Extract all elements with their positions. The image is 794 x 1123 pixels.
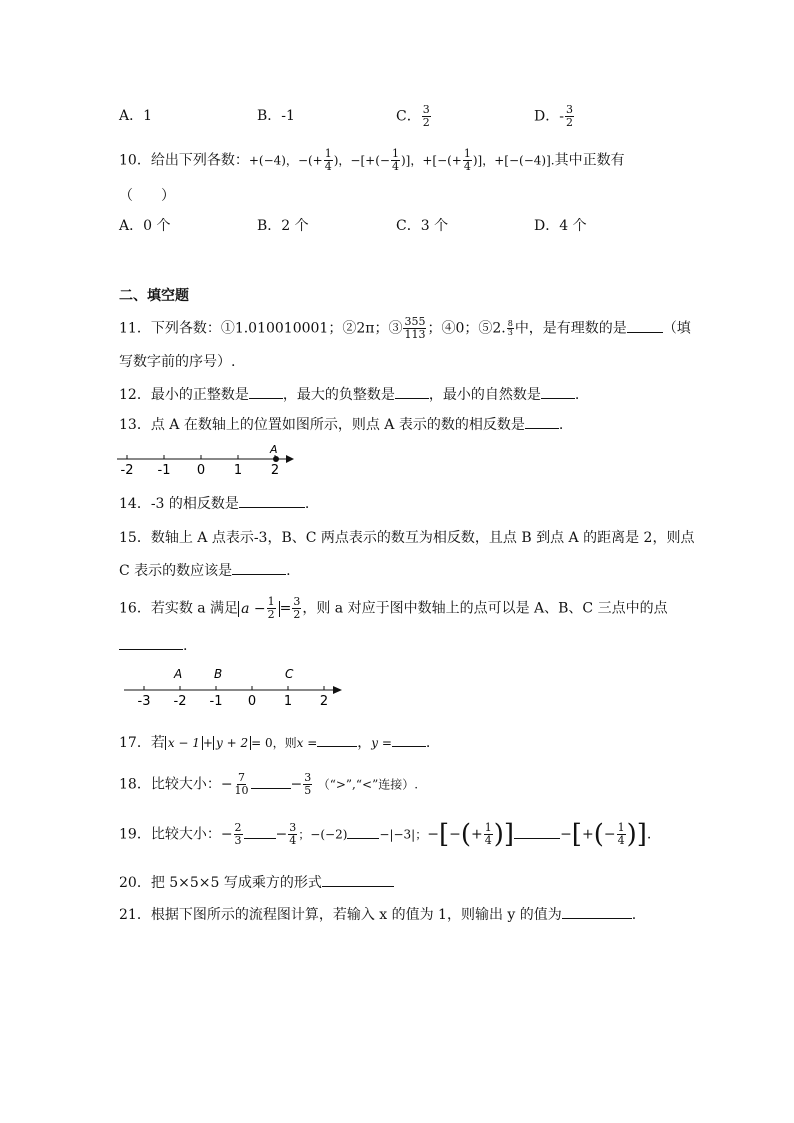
q15-answer-blank[interactable] — [232, 560, 286, 575]
axis-tick-label: 0 — [247, 694, 257, 709]
q19-expr-neg-neg2: ；−(−2) — [298, 827, 348, 842]
axis-tick-label: 2 — [270, 463, 280, 478]
axis-tick-label: -3 — [137, 694, 151, 709]
q11-answer-blank[interactable] — [627, 318, 663, 333]
q16-ticks — [138, 686, 329, 709]
q13-number-line — [112, 438, 302, 478]
q19-e2-paren-open: ( — [593, 819, 604, 850]
q16-suffix: ，则 a 对应于图中数轴上的点可以是 A、B、C 三点中的点 — [302, 600, 668, 617]
denominator: 3 — [507, 328, 513, 337]
q19-blank-1[interactable] — [244, 824, 276, 839]
q12-part4: . — [574, 387, 580, 403]
q10-expr-4-fraction — [463, 148, 472, 173]
q9-option-a: A．1 — [119, 108, 153, 124]
denominator: 5 — [304, 784, 312, 797]
q10-expr-2-pre: −(+ — [297, 153, 323, 168]
q20-stem — [119, 872, 394, 893]
q21-end: . — [631, 907, 637, 923]
q19-e2-bracket-open: [ — [571, 819, 582, 850]
q19-e2-inner-minus: − — [603, 826, 616, 843]
numerator: 3 — [293, 595, 301, 608]
q19-e1-paren-close: ) — [493, 819, 504, 850]
axis-tick-label: -2 — [173, 694, 187, 709]
q15-line2-text: C 表示的数应该是 — [119, 563, 233, 579]
denominator: 3 — [234, 834, 242, 847]
q19-blank-3[interactable] — [514, 824, 560, 839]
q9-option-c — [396, 104, 432, 129]
q13-end: . — [558, 417, 564, 433]
q21-text: 21．根据下图所示的流程图计算，若输入 x 的值为 1，则输出 y 的值为 — [119, 907, 562, 923]
numerator: 1 — [267, 595, 275, 608]
q17-stem — [119, 732, 430, 753]
denominator: 2 — [565, 116, 573, 129]
q14-answer-blank[interactable] — [239, 493, 305, 508]
q13-answer-blank[interactable] — [525, 414, 559, 429]
q11-tail: （填 — [662, 320, 691, 337]
denominator: 10 — [234, 784, 249, 797]
q19-e1-fraction — [484, 822, 493, 847]
numerator: 8 — [507, 319, 513, 328]
denominator: 4 — [391, 160, 399, 173]
numerator: 1 — [463, 147, 471, 160]
q19-end: . — [646, 826, 652, 843]
q9-option-c-prefix: C． — [396, 108, 421, 125]
q16-number-line — [120, 664, 350, 714]
q15-end: . — [286, 563, 291, 579]
q19-stem — [119, 819, 652, 850]
q19-minus: − — [275, 826, 288, 843]
q12-blank-3[interactable] — [541, 384, 575, 399]
q16-rhs-fraction — [292, 596, 301, 621]
q18-fraction-2 — [303, 772, 312, 797]
q19-blank-2[interactable] — [347, 824, 379, 839]
q16-axis-arrow — [333, 686, 342, 694]
q13-axis-arrow — [286, 455, 294, 463]
q10-stem — [119, 148, 625, 173]
q10-expr-3-fraction — [391, 148, 400, 173]
q17-abs-1: x − 1 — [165, 736, 203, 750]
q16-answer-blank[interactable] — [119, 635, 183, 650]
numerator: 3 — [422, 103, 430, 116]
numerator: 1 — [617, 821, 625, 834]
denominator: 2 — [422, 116, 430, 129]
q19-prefix: 19．比较大小：− — [119, 826, 233, 843]
numerator: 355 — [404, 315, 426, 328]
q11-mid: ；④0；⑤2. — [427, 320, 506, 337]
q16-point-c-label: C — [285, 667, 294, 681]
q10-option-b: B．2 个 — [257, 218, 309, 234]
q11-line2: 写数字前的序号）. — [119, 354, 236, 370]
q11-prefix: 11．下列各数：①1.010010001；②2π；③ — [119, 320, 403, 337]
axis-tick-label: 0 — [196, 463, 206, 478]
q10-expr-2-post: )， — [333, 153, 351, 168]
q17-y-blank[interactable] — [392, 732, 426, 747]
q14-text: 14．-3 的相反数是 — [119, 496, 239, 512]
q17-equals: = 0，则 — [251, 736, 297, 750]
q17-y-label: y = — [371, 736, 392, 750]
axis-tick-label: -2 — [120, 463, 134, 478]
numerator: 3 — [289, 821, 297, 834]
q19-expr-abs: −|−3|； — [379, 827, 428, 842]
q19-fraction-2 — [288, 822, 297, 847]
q15-line2 — [119, 560, 291, 581]
q21-stem — [119, 904, 636, 925]
denominator: 113 — [404, 328, 426, 341]
denominator: 4 — [324, 160, 332, 173]
q18-stem — [119, 772, 418, 797]
q12-stem — [119, 384, 579, 405]
q12-part2: ，最大的负整数是 — [282, 387, 395, 403]
q16-stem — [119, 596, 668, 621]
q10-option-d: D．4 个 — [534, 218, 587, 234]
q10-expr-4-post: )]， — [472, 153, 495, 168]
q9-option-b: B．-1 — [257, 108, 295, 124]
q12-part3: ，最小的自然数是 — [428, 387, 541, 403]
q16-end: . — [183, 638, 188, 654]
denominator: 4 — [289, 834, 297, 847]
q10-suffix: 其中正数有 — [554, 152, 625, 169]
q9-option-d-prefix: D．- — [534, 108, 564, 125]
numerator: 1 — [391, 147, 399, 160]
q18-answer-blank[interactable] — [251, 774, 291, 789]
axis-tick-label: -1 — [157, 463, 171, 478]
q9-option-d — [534, 104, 575, 129]
q11-stem — [119, 316, 691, 341]
numerator: 3 — [304, 771, 312, 784]
q14-end: . — [304, 496, 310, 512]
q10-expr-3-post: )]， — [400, 153, 423, 168]
q17-prefix: 17．若 — [119, 735, 165, 751]
q12-blank-1[interactable] — [249, 384, 283, 399]
q16-point-a-label: A — [174, 667, 183, 681]
axis-tick-label: -1 — [209, 694, 223, 709]
denominator: 4 — [463, 160, 471, 173]
q16-prefix: 16．若实数 a 满足 — [119, 600, 239, 617]
numerator: 1 — [484, 821, 492, 834]
denominator: 4 — [617, 834, 625, 847]
axis-tick-label: 1 — [233, 463, 243, 478]
q19-e2-paren-close: ) — [626, 819, 637, 850]
q16-abs-fraction — [267, 596, 276, 621]
q17-abs-2: y + 2 — [213, 736, 251, 750]
q20-answer-blank[interactable] — [322, 872, 394, 887]
denominator: 4 — [484, 834, 492, 847]
q13-stem — [119, 414, 563, 435]
q14-stem — [119, 493, 309, 514]
section-title-fill-in: 二、填空题 — [119, 288, 189, 304]
q16-point-b-label: B — [214, 667, 223, 681]
q17-x-blank[interactable] — [317, 732, 357, 747]
q13-point-a — [273, 456, 279, 462]
q13-point-a-label: A — [270, 443, 278, 456]
q17-x-label: x = — [296, 736, 318, 750]
denominator: 2 — [267, 608, 275, 621]
q17-comma: ， — [357, 735, 372, 751]
q21-answer-blank[interactable] — [562, 904, 632, 919]
q19-e2-fraction — [617, 822, 626, 847]
q10-option-c: C．3 个 — [396, 218, 449, 234]
q16-equals: = — [279, 600, 292, 617]
axis-tick-label: 1 — [283, 694, 293, 709]
denominator: 2 — [293, 608, 301, 621]
q18-prefix: 18．比较大小：− — [119, 776, 233, 793]
q11-repeating-fraction — [507, 320, 514, 337]
q17-plus: + — [202, 736, 213, 750]
q19-e1-inner-minus: − — [449, 826, 461, 843]
q10-expr-1: +(−4)， — [248, 153, 298, 168]
q11-suffix: 中，是有理数的是 — [514, 320, 627, 337]
q10-expr-4-pre: +[−(+ — [422, 153, 462, 168]
q9-option-c-fraction — [422, 104, 431, 129]
q12-part1: 12．最小的正整数是 — [119, 387, 249, 403]
q12-blank-2[interactable] — [395, 384, 429, 399]
numerator: 3 — [565, 103, 573, 116]
numerator: 1 — [324, 147, 332, 160]
q15-line1: 15．数轴上 A 点表示-3，B、C 两点表示的数互为相反数，且点 B 到点 A 的距离是 2，则点 — [119, 530, 695, 546]
q19-e2-minus: − — [560, 826, 572, 843]
q10-expr-2-fraction — [324, 148, 333, 173]
numerator: 7 — [238, 771, 246, 784]
q18-minus: − — [290, 776, 303, 793]
q10-paren: （ ） — [119, 188, 175, 204]
q13-text: 13．点 A 在数轴上的位置如图所示，则点 A 表示的数的相反数是 — [119, 417, 525, 433]
q19-e1-bracket-close: ] — [503, 819, 515, 850]
q11-fraction — [403, 316, 426, 341]
q9-option-d-fraction — [565, 104, 574, 129]
q18-suffix: （“>”,“<”连接）. — [317, 777, 419, 792]
q19-e2-bracket-close: ] — [636, 819, 647, 850]
q20-text: 20．把 5×5×5 写成乘方的形式 — [119, 875, 322, 891]
q19-e1-plus: + — [471, 826, 483, 843]
q16-absolute-value — [238, 595, 280, 621]
q19-e2-plus: + — [581, 826, 594, 843]
numerator: 2 — [234, 821, 242, 834]
q19-e1-paren-open: ( — [460, 819, 472, 850]
q10-prefix: 10．给出下列各数： — [119, 152, 249, 169]
q16-abs-var: a − — [241, 600, 266, 617]
q10-expr-3-pre: −[+(− — [350, 153, 390, 168]
q16-line2 — [119, 635, 187, 656]
q19-e1-minus: − — [427, 826, 439, 843]
q10-option-a: A．0 个 — [119, 218, 171, 234]
q10-expr-5: +[−(−4)]. — [494, 153, 555, 168]
q19-e1-bracket-open: [ — [438, 819, 450, 850]
q17-end: . — [425, 735, 431, 751]
q18-fraction-1 — [234, 772, 250, 797]
q13-ticks — [121, 455, 280, 478]
axis-tick-label: 2 — [319, 694, 329, 709]
q19-fraction-1 — [234, 822, 243, 847]
